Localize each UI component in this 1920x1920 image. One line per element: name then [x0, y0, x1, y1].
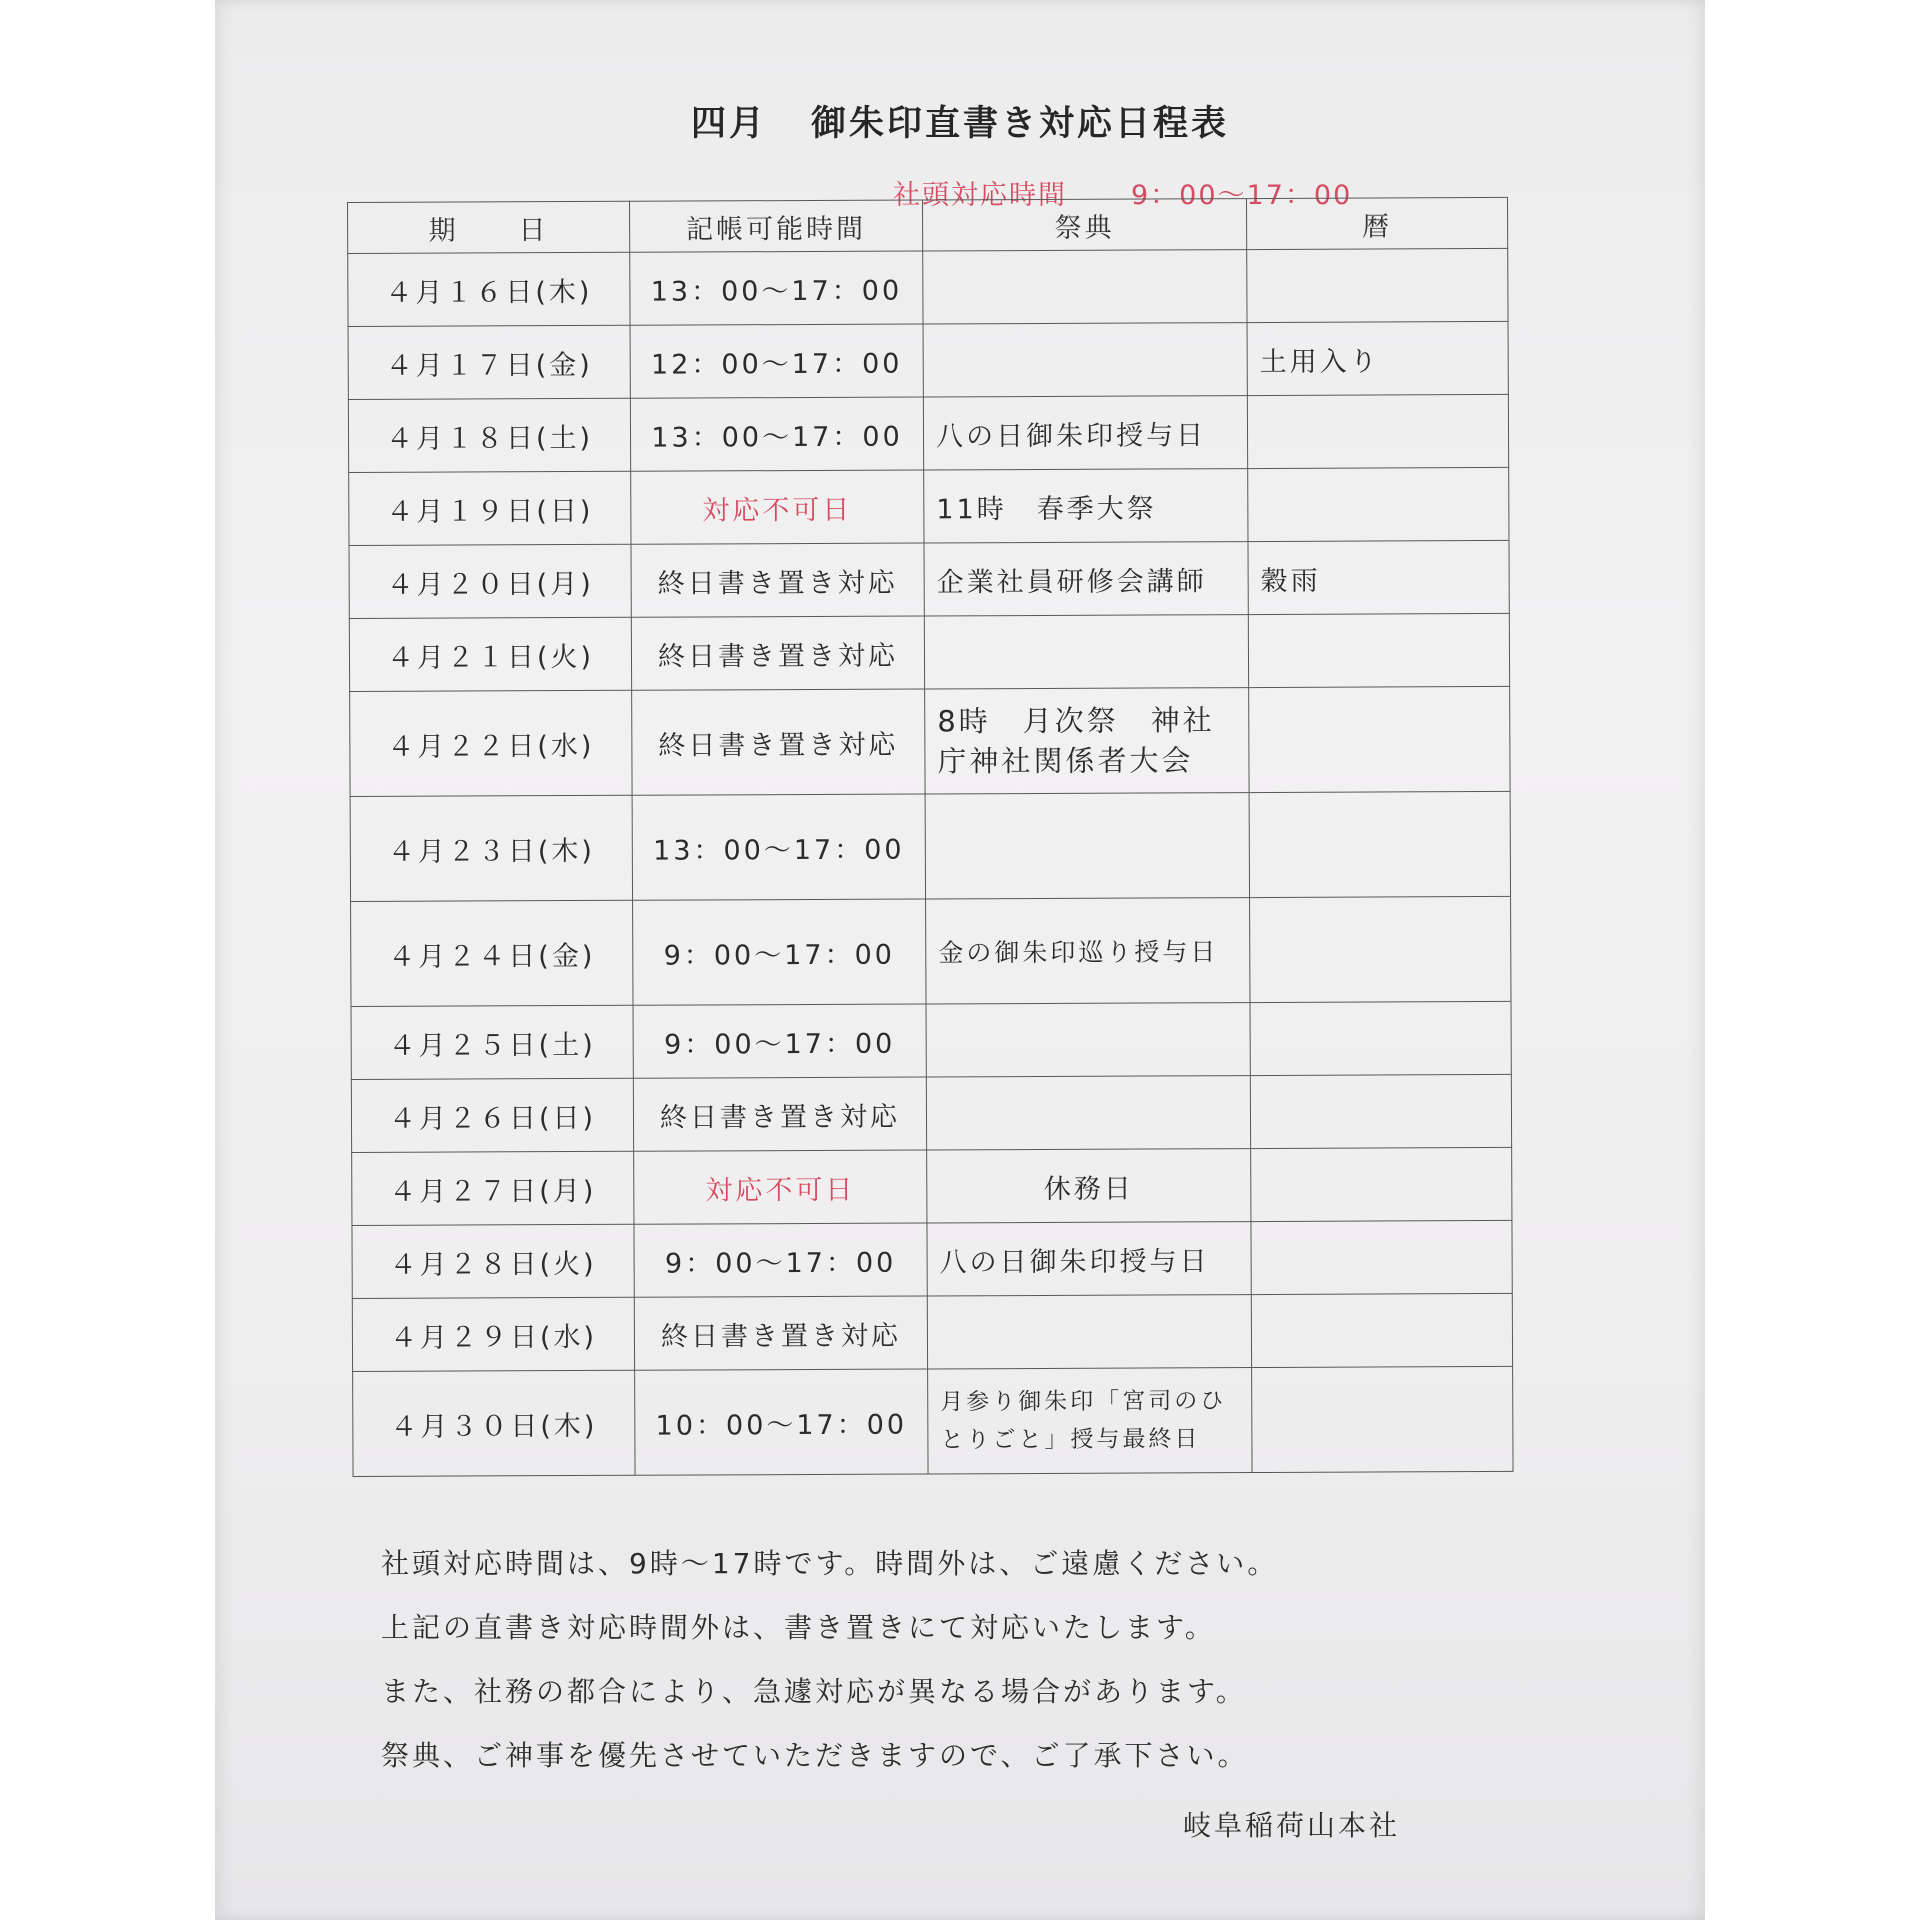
cell-festival: [925, 793, 1249, 899]
table-row: [350, 686, 1510, 796]
cell-date: ４月２６日(日): [351, 1078, 633, 1152]
cell-date: ４月１７日(金): [348, 325, 630, 399]
cell-time: 9：00〜17：00: [633, 899, 926, 1005]
cell-calendar: [1249, 791, 1510, 897]
header-festival: 祭典: [922, 199, 1246, 251]
cell-time-unavailable: 対応不可日: [631, 470, 924, 544]
table-row: [351, 1074, 1511, 1152]
cell-date: ４月２８日(火): [352, 1224, 634, 1298]
cell-date: ４月１８日(土): [348, 398, 630, 472]
table-row: [350, 791, 1510, 901]
background-left: [0, 0, 215, 1920]
cell-festival: 金の御朱印巡り授与日: [926, 898, 1250, 1004]
cell-festival: 八の日御朱印授与日: [927, 1222, 1251, 1296]
cell-date: ４月２７日(月): [352, 1151, 634, 1225]
cell-festival: 11時 春季大祭: [924, 469, 1248, 543]
signature: 岐阜稲荷山本社: [1183, 1809, 1401, 1842]
cell-calendar: [1247, 248, 1508, 322]
cell-time: 13：00〜17：00: [630, 251, 923, 325]
table-row: [351, 1001, 1511, 1079]
table-row: [348, 248, 1508, 326]
cell-date: ４月３０日(木): [353, 1370, 635, 1476]
table-row: [348, 394, 1508, 472]
cell-festival: [926, 1003, 1250, 1077]
cell-calendar: [1251, 1147, 1512, 1221]
cell-calendar: [1251, 1293, 1512, 1367]
note-line: 上記の直書き対応時間外は、書き置きにて対応いたします。: [381, 1611, 1216, 1644]
header-calendar: 暦: [1246, 197, 1507, 249]
schedule-table: [347, 197, 1514, 1477]
cell-festival: [927, 1295, 1251, 1369]
office-hours-label: 社頭対応時間: [893, 180, 1067, 211]
cell-date: ４月２０日(月): [349, 544, 631, 618]
table-row: [352, 1293, 1512, 1371]
cell-time: 終日書き置き対応: [634, 1296, 927, 1370]
note-line: 社頭対応時間は、9時〜17時です。時間外は、ご遠慮ください。: [381, 1547, 1279, 1580]
header-time: 記帳可能時間: [629, 200, 922, 252]
cell-date: ４月２１日(火): [349, 617, 631, 691]
cell-time: 終日書き置き対応: [632, 689, 925, 795]
cell-time-unavailable: 対応不可日: [634, 1150, 927, 1224]
table-row: [348, 321, 1508, 399]
cell-date: ４月２４日(金): [351, 900, 633, 1006]
header-date: 期 日: [348, 201, 630, 253]
title-main: 御朱印直書き対応日程表: [811, 104, 1230, 144]
background-right: [1705, 0, 1920, 1920]
cell-calendar: 穀雨: [1248, 540, 1509, 614]
cell-festival: [924, 615, 1248, 689]
cell-calendar: [1248, 613, 1509, 687]
cell-time: 10：00〜17：00: [635, 1369, 928, 1475]
cell-date: ４月２３日(木): [350, 795, 632, 901]
cell-festival: [923, 250, 1247, 324]
cell-calendar: [1250, 896, 1511, 1002]
title-month: 四月: [690, 104, 767, 144]
table-row: [352, 1147, 1512, 1225]
cell-time: 終日書き置き対応: [631, 543, 924, 617]
cell-calendar: 土用入り: [1247, 321, 1508, 395]
table-row: [351, 896, 1511, 1006]
cell-date: ４月１９日(日): [349, 471, 631, 545]
cell-time: 9：00〜17：00: [633, 1004, 926, 1078]
table-row: [353, 1366, 1513, 1476]
table-row: [352, 1220, 1512, 1298]
note-line: また、社務の都合により、急遽対応が異なる場合があります。: [381, 1675, 1247, 1708]
cell-festival: [923, 323, 1247, 397]
cell-time: 13：00〜17：00: [632, 794, 925, 900]
cell-date: ４月２５日(土): [351, 1005, 633, 1079]
cell-festival: 8時 月次祭 神社庁神社関係者大会: [925, 688, 1249, 794]
note-line: 祭典、ご神事を優先させていただきますので、ご了承下さい。: [381, 1739, 1249, 1772]
cell-calendar: [1252, 1366, 1513, 1472]
cell-calendar: [1250, 1074, 1511, 1148]
cell-calendar: [1251, 1220, 1512, 1294]
notes: [381, 1542, 1278, 1798]
cell-festival: [926, 1076, 1250, 1150]
cell-date: ４月２２日(水): [350, 690, 632, 796]
cell-festival: 休務日: [927, 1149, 1251, 1223]
table-header-row: [348, 197, 1508, 253]
cell-date: ４月２９日(水): [352, 1297, 634, 1371]
cell-date: ４月１６日(木): [348, 252, 630, 326]
cell-time: 9：00〜17：00: [634, 1223, 927, 1297]
cell-festival: 八の日御朱印授与日: [923, 396, 1247, 470]
cell-time: 終日書き置き対応: [631, 616, 924, 690]
document-title: [215, 96, 1705, 146]
cell-calendar: [1248, 467, 1509, 541]
cell-time: 終日書き置き対応: [633, 1077, 926, 1151]
cell-time: 13：00〜17：00: [630, 397, 923, 471]
office-hours-value: 9：00〜17：00: [1131, 180, 1353, 211]
table-row: [349, 613, 1509, 691]
cell-time: 12：00〜17：00: [630, 324, 923, 398]
cell-calendar: [1247, 394, 1508, 468]
table-row: [349, 540, 1509, 618]
cell-festival: 企業社員研修会講師: [924, 542, 1248, 616]
schedule-document: [215, 0, 1705, 1920]
cell-festival: 月参り御朱印「宮司のひとりごと」授与最終日: [928, 1368, 1252, 1474]
cell-calendar: [1249, 686, 1510, 792]
cell-calendar: [1250, 1001, 1511, 1075]
table-row: [349, 467, 1509, 545]
